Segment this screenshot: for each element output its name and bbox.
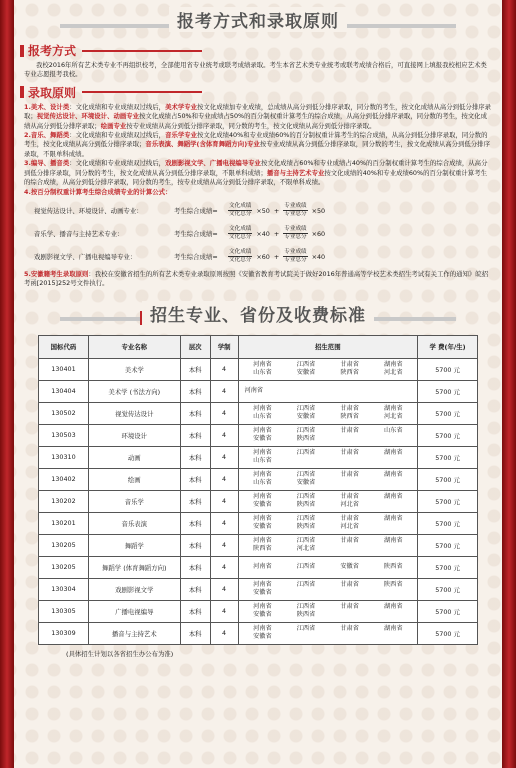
cell-fee: 5700 元 [418, 468, 478, 490]
admission-item-category: 编导、播音类 [30, 159, 70, 168]
province-name: 山东省 [253, 413, 272, 421]
province-name: 江西省 [296, 471, 316, 479]
col-header-level: 层次 [180, 335, 210, 358]
province-grid [241, 361, 416, 377]
cell-code: 130402 [39, 468, 89, 490]
admission-item [24, 103, 492, 131]
admission-item [24, 159, 492, 187]
province-grid [241, 625, 416, 641]
cell-major: 音乐学 [88, 490, 180, 512]
cell-fee: 5700 元 [418, 402, 478, 424]
province-name: 湖南省 [383, 405, 403, 413]
rule-text: 按专业成绩从高分到低分排序录取，同分数的考生，按文化成绩从高分到低分排序录取，不限单科成绩。 [24, 140, 490, 158]
fraction-numerator: 专业成绩 [284, 203, 307, 210]
cell-years: 4 [210, 358, 238, 380]
col-header-fee: 学 费(年/生) [418, 335, 478, 358]
cell-years: 4 [210, 402, 238, 424]
cell-level: 本科 [180, 446, 210, 468]
table-row [39, 446, 478, 468]
multiplier: ×40 [256, 229, 270, 238]
rule-text: 按文化成绩40%和专业成绩60%的百分制权重计算考生的综合成绩，从高分到低分排序录取，同分数的考生，按文化成绩从高分到低分排序录取； [24, 131, 488, 149]
province-name: 安徽省 [253, 611, 272, 619]
cell-fee: 5700 元 [418, 556, 478, 578]
province-grid [241, 603, 416, 619]
admission-items [20, 103, 496, 188]
highlighted-major-text: 视觉传达设计、环境设计、动画专业 [36, 112, 140, 121]
rule-text: 按专业成绩从高分到低分排序录取，同分数的考生，按文化成绩从高分到低分排序录取。 [126, 121, 376, 130]
cell-code: 130205 [39, 534, 89, 556]
province-name: 陕西省 [340, 369, 359, 377]
province-name: 河北省 [383, 413, 403, 421]
footer-note: (具体招生计划以各省招生办公布为准) [66, 649, 174, 658]
cell-provinces [238, 600, 418, 622]
cell-level: 本科 [180, 512, 210, 534]
rule-text: ：文化成绩和专业成绩双过线后， [69, 159, 166, 168]
province-name: 甘肃省 [340, 361, 359, 369]
cell-provinces [238, 578, 418, 600]
cell-provinces [238, 556, 418, 578]
province-grid [241, 427, 416, 443]
plus-sign: + [273, 229, 280, 238]
province-name: 江西省 [296, 427, 316, 435]
province-name: 安徽省 [253, 589, 272, 597]
anhui-rule-label: 5.安徽籍考生录取原则 [24, 269, 89, 278]
fraction-denominator: 文化总分 [229, 211, 252, 218]
cell-major: 播音与主持艺术 [88, 622, 180, 644]
culture-fraction [228, 203, 252, 218]
province-grid [241, 405, 416, 421]
province-name: 湖南省 [383, 361, 403, 369]
province-name: 陕西省 [383, 563, 403, 571]
table-row [39, 490, 478, 512]
admission-heading [20, 84, 202, 101]
province-name: 湖南省 [383, 493, 403, 501]
anhui-rule-text: ：我校在安徽省招生的所有艺术类专业录取原则按照《安徽省教育考试院关于做好2016年普通高等学校艺术类招生考试有关工作的通知》皖招考函[2015]252号文件执行。 [24, 269, 489, 288]
province-name: 安徽省 [296, 413, 316, 421]
cell-years: 4 [210, 622, 238, 644]
province-name: 河北省 [296, 545, 316, 553]
cell-fee: 5700 元 [418, 490, 478, 512]
province-name: 安徽省 [253, 501, 272, 509]
major-fraction [283, 203, 307, 218]
province-name: 河南省 [253, 537, 272, 545]
formula-lhs: 考生综合成绩= [174, 207, 218, 216]
province-name: 安徽省 [296, 479, 316, 487]
cell-level: 本科 [180, 402, 210, 424]
province-name: 河南省 [253, 603, 272, 611]
col-header-major: 专业名称 [88, 335, 180, 358]
right-border-stripe [502, 0, 516, 768]
cell-major: 音乐表演 [88, 512, 180, 534]
province-name: 河南省 [253, 515, 272, 523]
cell-code: 130205 [39, 556, 89, 578]
cell-code: 130401 [39, 358, 89, 380]
heading-underline [82, 91, 202, 93]
province-name: 甘肃省 [340, 603, 359, 611]
province-name: 江西省 [296, 625, 316, 633]
cell-level: 本科 [180, 424, 210, 446]
section2-banner [20, 297, 496, 331]
table-row [39, 358, 478, 380]
province-grid [241, 515, 416, 531]
admission-item-category: 音乐、舞蹈类 [30, 131, 70, 140]
formula-row [34, 201, 496, 221]
province-name: 江西省 [296, 405, 316, 413]
cell-level: 本科 [180, 534, 210, 556]
cell-major: 广播电视编导 [88, 600, 180, 622]
cell-provinces [238, 534, 418, 556]
province-name: 河南省 [253, 471, 272, 479]
province-name: 安徽省 [296, 369, 316, 377]
province-name: 河南省 [244, 387, 264, 395]
fraction-denominator: 专业总分 [284, 234, 307, 241]
multiplier: ×40 [311, 252, 326, 261]
formula-row [34, 247, 496, 267]
province-grid [241, 581, 416, 597]
province-name: 陕西省 [296, 523, 316, 531]
cell-fee: 5700 元 [418, 622, 478, 644]
major-fraction [283, 226, 307, 241]
cell-code: 130502 [39, 402, 89, 424]
cell-code: 130310 [39, 446, 89, 468]
province-name: 江西省 [296, 493, 316, 501]
formula-heading: 4.按百分制权重计算考生综合成绩专业的计算公式： [24, 188, 172, 197]
province-name: 湖南省 [383, 471, 403, 479]
rule-text: ：文化成绩和专业成绩双过线后， [69, 131, 166, 140]
fraction-denominator: 文化总分 [229, 234, 252, 241]
table-row [39, 556, 478, 578]
province-name: 河南省 [253, 449, 272, 457]
province-name: 湖南省 [383, 625, 403, 633]
formula-list [20, 201, 496, 267]
section1-title: 报考方式和录取原则 [169, 7, 347, 32]
province-name: 河南省 [253, 493, 272, 501]
cell-years: 4 [210, 534, 238, 556]
anhui-rule [24, 270, 492, 289]
cell-years: 4 [210, 446, 238, 468]
cell-fee: 5700 元 [418, 358, 478, 380]
province-name: 甘肃省 [340, 449, 359, 457]
province-name: 河南省 [253, 427, 272, 435]
province-grid [241, 471, 416, 487]
province-name: 甘肃省 [340, 471, 359, 479]
cell-major: 绘画 [88, 468, 180, 490]
cell-provinces [238, 622, 418, 644]
province-name: 陕西省 [296, 501, 316, 509]
exam-method-heading-text: 报考方式 [28, 44, 77, 58]
rule-text: 按文化成绩加专业成绩，总成绩从高分到低分排序录取，同分数的考生，按文化成绩从高分到低分排序录取； [24, 102, 491, 121]
province-name: 安徽省 [253, 523, 272, 531]
cell-major: 戏剧影视文学 [88, 578, 180, 600]
table-row [39, 380, 478, 402]
cell-years: 4 [210, 380, 238, 402]
formula-label: 视觉传达设计、环境设计、动画专业： [34, 207, 143, 216]
multiplier: ×60 [311, 229, 326, 238]
table-row [39, 512, 478, 534]
culture-fraction [228, 226, 252, 241]
province-grid [241, 493, 416, 509]
cell-provinces [238, 380, 418, 402]
formula-label: 音乐学、播音与主持艺术专业： [34, 230, 124, 239]
cell-major: 美术学 [88, 358, 180, 380]
exam-method-text: 我校2016年所有艺术类专业不再组织校考，全部使用省专业统考或联考成绩录取。考生本省艺术类专业统考或联考成绩合格后，可直接网上填报我校相应艺术类专业志愿报考我校。 [24, 61, 487, 79]
province-name: 山东省 [383, 427, 403, 435]
plus-sign: + [273, 206, 280, 215]
cell-code: 130304 [39, 578, 89, 600]
cell-fee: 5700 元 [418, 534, 478, 556]
province-name: 河南省 [253, 581, 272, 589]
cell-fee: 5700 元 [418, 424, 478, 446]
province-name: 甘肃省 [340, 625, 359, 633]
cell-provinces [238, 358, 418, 380]
cell-years: 4 [210, 424, 238, 446]
cell-major: 视觉传达设计 [88, 402, 180, 424]
province-name: 安徽省 [253, 435, 272, 443]
highlighted-major-text: 音乐表演、舞蹈学(含体育舞蹈方向)专业 [145, 140, 260, 149]
admission-heading-text: 录取原则 [28, 85, 77, 100]
fraction-numerator: 文化成绩 [229, 203, 252, 210]
cell-major: 动画 [88, 446, 180, 468]
table-body [39, 358, 478, 644]
exam-method-heading [20, 42, 202, 59]
fraction-numerator: 文化成绩 [229, 226, 252, 233]
cell-code: 130201 [39, 512, 89, 534]
formula-label: 戏剧影视文学、广播电视编导专业： [34, 253, 137, 262]
cell-major: 舞蹈学 [88, 534, 180, 556]
fraction-numerator: 文化成绩 [229, 249, 252, 256]
content-area [20, 0, 496, 658]
admission-item-number: 2. [24, 131, 31, 140]
cell-fee: 5700 元 [418, 512, 478, 534]
province-name: 江西省 [296, 361, 316, 369]
rule-text: 按文化成绩占60%和专业成绩占40%的百分制权重计算考生的综合成绩，从高分到低分排序录取，同分数的考生，按文化成绩从高分到低分排序录取，不限单科成绩； [24, 159, 488, 177]
province-name: 山东省 [253, 369, 272, 377]
province-grid [241, 449, 416, 465]
cell-provinces [238, 424, 418, 446]
formula-lhs: 考生综合成绩= [174, 230, 218, 239]
province-name: 甘肃省 [340, 515, 359, 523]
cell-level: 本科 [180, 578, 210, 600]
cell-years: 4 [210, 490, 238, 512]
cell-fee: 5700 元 [418, 446, 478, 468]
major-fraction [283, 249, 307, 264]
table-row [39, 534, 478, 556]
formula-row [34, 224, 496, 244]
table-row [39, 600, 478, 622]
plus-sign: + [273, 252, 280, 261]
table-row [39, 622, 478, 644]
cell-fee: 5700 元 [418, 380, 478, 402]
province-name: 陕西省 [340, 413, 359, 421]
province-name: 陕西省 [253, 545, 272, 553]
section2-title: 招生专业、省份及收费标准 [142, 301, 374, 326]
cell-level: 本科 [180, 556, 210, 578]
multiplier: ×50 [256, 206, 270, 215]
province-name: 湖南省 [383, 449, 403, 457]
cell-major: 舞蹈学 (体育舞蹈方向) [88, 556, 180, 578]
highlighted-major-text: 绘画专业 [100, 121, 127, 130]
table-row [39, 424, 478, 446]
cell-level: 本科 [180, 358, 210, 380]
province-name: 湖南省 [383, 537, 403, 545]
cell-level: 本科 [180, 600, 210, 622]
cell-level: 本科 [180, 380, 210, 402]
province-name: 甘肃省 [340, 537, 359, 545]
cell-years: 4 [210, 556, 238, 578]
province-name: 河北省 [340, 501, 359, 509]
cell-level: 本科 [180, 490, 210, 512]
province-grid [241, 537, 416, 553]
cell-fee: 5700 元 [418, 578, 478, 600]
cell-provinces [238, 446, 418, 468]
province-name: 江西省 [296, 537, 316, 545]
admission-item-number: 1. [24, 102, 31, 111]
cell-years: 4 [210, 578, 238, 600]
table-row [39, 402, 478, 424]
highlighted-major-text: 美术学专业 [165, 102, 198, 111]
province-name: 江西省 [296, 581, 316, 589]
province-name: 甘肃省 [340, 493, 359, 501]
highlighted-major-text: 播音与主持艺术专业 [266, 168, 325, 177]
province-name: 江西省 [296, 603, 316, 611]
province-name: 江西省 [296, 563, 316, 571]
province-grid [241, 563, 416, 571]
culture-fraction [228, 249, 252, 264]
province-name: 河南省 [253, 625, 272, 633]
fraction-denominator: 专业总分 [284, 257, 307, 264]
cell-years: 4 [210, 512, 238, 534]
formula-lhs: 考生综合成绩= [174, 253, 218, 262]
cell-fee: 5700 元 [418, 600, 478, 622]
heading-underline [82, 50, 202, 52]
cell-code: 130202 [39, 490, 89, 512]
province-name: 甘肃省 [340, 405, 359, 413]
rule-text: ：文化成绩和专业成绩双过线后， [69, 102, 166, 111]
majors-table [38, 335, 478, 645]
province-name: 山东省 [253, 479, 272, 487]
province-name: 河北省 [340, 523, 359, 531]
cell-provinces [238, 468, 418, 490]
table-header-row [39, 335, 478, 358]
province-name: 甘肃省 [340, 427, 359, 435]
admission-item [24, 131, 492, 159]
fraction-numerator: 专业成绩 [284, 226, 307, 233]
cell-provinces [238, 490, 418, 512]
table-row [39, 578, 478, 600]
cell-code: 130309 [39, 622, 89, 644]
cell-code: 130404 [39, 380, 89, 402]
cell-code: 130503 [39, 424, 89, 446]
province-name: 河南省 [253, 405, 272, 413]
col-header-years: 学制 [210, 335, 238, 358]
province-name: 陕西省 [383, 581, 403, 589]
table-row [39, 468, 478, 490]
province-name: 安徽省 [253, 633, 272, 641]
fraction-denominator: 专业总分 [284, 211, 307, 218]
province-name: 甘肃省 [340, 581, 359, 589]
admission-item-number: 3. [24, 159, 31, 168]
highlighted-major-text: 戏剧影视文学、广播电视编导专业 [165, 159, 261, 168]
cell-years: 4 [210, 468, 238, 490]
cell-provinces [238, 512, 418, 534]
left-border-stripe [0, 0, 14, 768]
fraction-numerator: 专业成绩 [284, 249, 307, 256]
province-name: 陕西省 [296, 611, 316, 619]
province-name: 江西省 [296, 449, 316, 457]
col-header-code: 国标代码 [39, 335, 89, 358]
province-name: 河南省 [253, 361, 272, 369]
cell-level: 本科 [180, 468, 210, 490]
province-name: 湖南省 [383, 515, 403, 523]
multiplier: ×60 [256, 252, 270, 261]
cell-years: 4 [210, 600, 238, 622]
cell-major: 美术学 (书法方向) [88, 380, 180, 402]
cell-major: 环境设计 [88, 424, 180, 446]
highlighted-major-text: 音乐学专业 [165, 131, 198, 140]
col-header-provinces: 招生范围 [238, 335, 418, 358]
province-name: 安徽省 [340, 563, 359, 571]
province-name: 湖南省 [383, 603, 403, 611]
province-name: 陕西省 [296, 435, 316, 443]
admission-item-category: 美术、设计类 [30, 102, 70, 111]
rule-text: 按文化成绩的40%和专业成绩60%的百分制权重计算考生的综合成绩，从高分到低分排序录取，同分数的考生，按专业成绩从高分到低分排序录取，不限单科成绩。 [24, 168, 487, 187]
cell-code: 130305 [39, 600, 89, 622]
cell-level: 本科 [180, 622, 210, 644]
section1-banner [20, 0, 496, 38]
rule-text: 按文化成绩占50%和专业成绩占50%的百分制权重计算考生的综合成绩，从高分到低分排序录取，同分数的考生，按文化成绩从高分到低分排序录取； [24, 112, 487, 130]
province-name: 江西省 [296, 515, 316, 523]
province-grid [241, 387, 416, 395]
province-name: 山东省 [253, 457, 272, 465]
province-name: 河南省 [253, 563, 272, 571]
multiplier: ×50 [311, 206, 326, 215]
heading-mark [20, 45, 24, 57]
cell-provinces [238, 402, 418, 424]
heading-mark [20, 86, 24, 98]
province-name: 河北省 [383, 369, 403, 377]
fraction-denominator: 文化总分 [229, 257, 252, 264]
